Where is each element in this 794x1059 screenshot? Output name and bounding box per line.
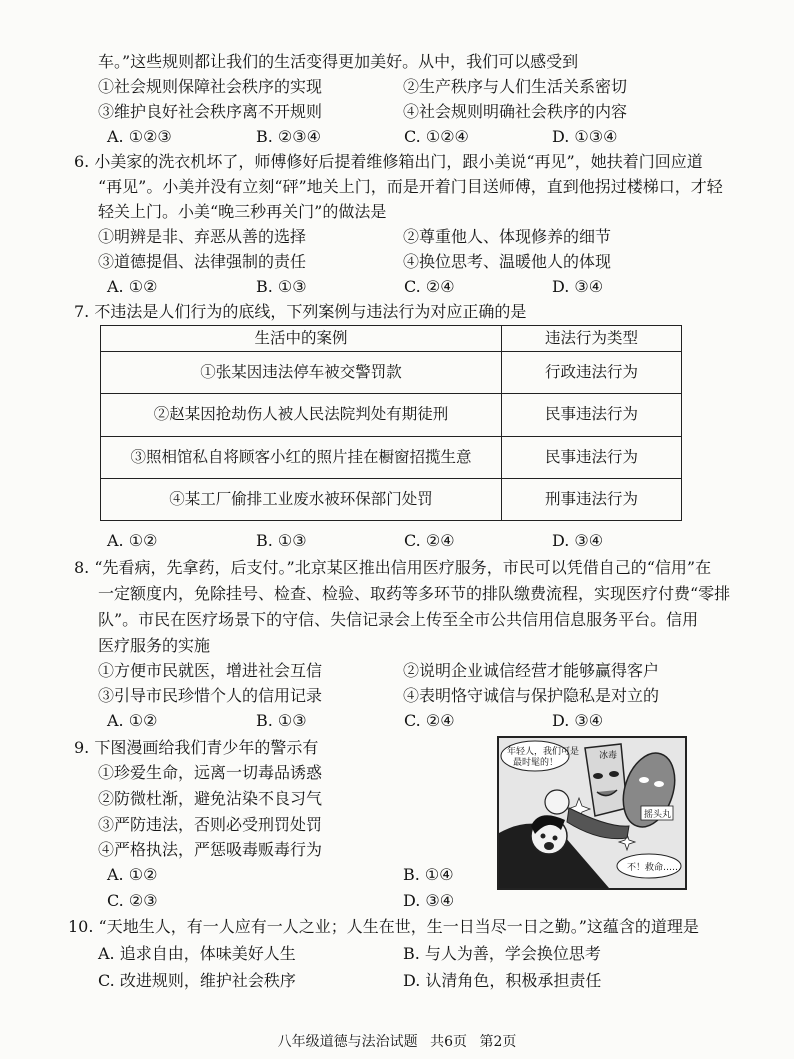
q5-item-3: ③维护良好社会秩序离不开规则 — [98, 102, 323, 121]
q5-option-c: C. ①②④ — [404, 127, 469, 146]
drug-warning-cartoon — [497, 736, 687, 890]
q6-item-4: ④换位思考、温暖他人的体现 — [403, 252, 612, 271]
q10-option-c: C. 改进规则，维护社会秩序 — [98, 971, 296, 990]
q8-stem-line-3: 队”。市民在医疗场景下的守信、失信记录会上传至全市公共信用信息服务平台。信用 — [98, 610, 699, 629]
table-row — [101, 394, 682, 436]
table-cell-case: ②赵某因抢劫伤人被人民法院判处有期徒刑 — [101, 394, 502, 436]
table-cell-case: ④某工厂偷排工业废水被环保部门处罚 — [101, 478, 502, 520]
q7-option-c: C. ②④ — [404, 531, 455, 550]
footer-total-pages: 共6页 — [430, 1034, 467, 1050]
q8-stem-line-4: 医疗服务的实施 — [98, 636, 211, 655]
q7-stem: 7. 不违法是人们行为的底线，下列案例与违法行为对应正确的是 — [74, 302, 527, 321]
q8-option-d: D. ③④ — [552, 711, 604, 730]
table-cell-type: 民事违法行为 — [502, 394, 682, 436]
q10-option-b: B. 与人为善，学会换位思考 — [403, 944, 601, 963]
q8-item-3: ③引导市民珍惜个人的信用记录 — [98, 686, 323, 705]
q7-case-table — [100, 325, 682, 521]
q9-item-1: ①珍爱生命，远离一切毒品诱惑 — [98, 763, 323, 782]
q6-item-3: ③道德提倡、法律强制的责任 — [98, 252, 307, 271]
q5-item-4: ④社会规则明确社会秩序的内容 — [403, 102, 628, 121]
q5-option-a: A. ①②③ — [107, 127, 172, 146]
q9-item-2: ②防微杜渐，避免沾染不良习气 — [98, 789, 323, 808]
table-cell-type: 刑事违法行为 — [502, 478, 682, 520]
q7-option-d: D. ③④ — [552, 531, 604, 550]
q6-stem-line-2: “再见”。小美并没有立刻“砰”地关上门，而是开着门目送师傅，直到他拐过楼梯口，才轻 — [98, 177, 723, 196]
q9-option-a: A. ①② — [107, 865, 158, 884]
q5-option-b: B. ②③④ — [256, 127, 321, 146]
q9-item-4: ④严格执法，严惩吸毒贩毒行为 — [98, 840, 323, 859]
cartoon-illustration — [499, 738, 685, 888]
cartoon-bubble-bottom: 不！救命…… — [627, 863, 682, 873]
cartoon-label-pill: 摇头丸 — [644, 810, 672, 820]
q8-item-4: ④表明恪守诚信与保护隐私是对立的 — [403, 686, 660, 705]
q5-item-2: ②生产秩序与人们生活关系密切 — [403, 77, 628, 96]
q6-stem-line-3: 轻关上门。小美“晚三秒再关门”的做法是 — [98, 202, 387, 221]
q6-item-2: ②尊重他人、体现修养的细节 — [403, 227, 612, 246]
q5-item-1: ①社会规则保障社会秩序的实现 — [98, 77, 323, 96]
cartoon-bubble-line-2: 最时髦的！ — [513, 758, 559, 768]
q5-stem-tail: 车。”这些规则都让我们的生活变得更加美好。从中，我们可以感受到 — [98, 52, 579, 71]
q6-item-1: ①明辨是非、弃恶从善的选择 — [98, 227, 307, 246]
q8-option-c: C. ②④ — [404, 711, 455, 730]
q9-option-c: C. ②③ — [107, 891, 158, 910]
q9-option-d: D. ③④ — [403, 891, 455, 910]
q9-item-3: ③严防违法，否则必受刑罚处罚 — [98, 815, 323, 834]
table-cell-case: ①张某因违法停车被交警罚款 — [101, 352, 502, 394]
q8-stem-line-2: 一定额度内，免除挂号、检查、检验、取药等多环节的排队缴费流程，实现医疗付费“零排 — [98, 584, 731, 603]
q8-option-b: B. ①③ — [256, 711, 307, 730]
table-cell-type: 民事违法行为 — [502, 436, 682, 478]
cartoon-label-bag: 冰毒 — [599, 751, 618, 761]
q10-option-d: D. 认清角色，积极承担责任 — [403, 971, 602, 990]
q6-option-c: C. ②④ — [404, 277, 455, 296]
table-cell-type: 行政违法行为 — [502, 352, 682, 394]
footer-exam-title: 八年级道德与法治试题 — [277, 1034, 418, 1050]
table-cell-case: ③照相馆私自将顾客小红的照片挂在橱窗招揽生意 — [101, 436, 502, 478]
q7-option-a: A. ①② — [107, 531, 158, 550]
table-row — [101, 436, 682, 478]
cartoon-bubble-line-1: 年轻人，我们可是 — [507, 747, 580, 757]
q9-stem: 9. 下图漫画给我们青少年的警示有 — [74, 738, 319, 757]
table-header-type: 违法行为类型 — [502, 326, 682, 352]
table-header-case: 生活中的案例 — [101, 326, 502, 352]
page-footer — [0, 1030, 794, 1055]
q7-option-b: B. ①③ — [256, 531, 307, 550]
table-row — [101, 352, 682, 394]
q8-item-2: ②说明企业诚信经营才能够赢得客户 — [403, 661, 660, 680]
q6-option-b: B. ①③ — [256, 277, 307, 296]
footer-page-number: 第2页 — [479, 1034, 517, 1050]
q8-option-a: A. ①② — [107, 711, 158, 730]
q5-option-d: D. ①③④ — [552, 127, 618, 146]
q8-stem-line-1: 8. “先看病，先拿药，后支付。”北京某区推出信用医疗服务，市民可以凭借自己的“信用”在 — [74, 558, 712, 577]
table-row — [101, 478, 682, 520]
q6-stem-line-1: 6. 小美家的洗衣机坏了，师傅修好后提着维修箱出门，跟小美说“再见”，她扶着门回应道 — [74, 152, 703, 171]
q10-option-a: A. 追求自由，体味美好人生 — [98, 944, 296, 963]
q10-stem: 10. “天地生人，有一人应有一人之业；人生在世，生一日当尽一日之勤。”这蕴含的道理是 — [68, 917, 699, 936]
q6-option-d: D. ③④ — [552, 277, 604, 296]
q6-option-a: A. ①② — [107, 277, 158, 296]
table-header-row — [101, 326, 682, 352]
q9-option-b: B. ①④ — [403, 865, 454, 884]
q8-item-1: ①方便市民就医，增进社会互信 — [98, 661, 323, 680]
